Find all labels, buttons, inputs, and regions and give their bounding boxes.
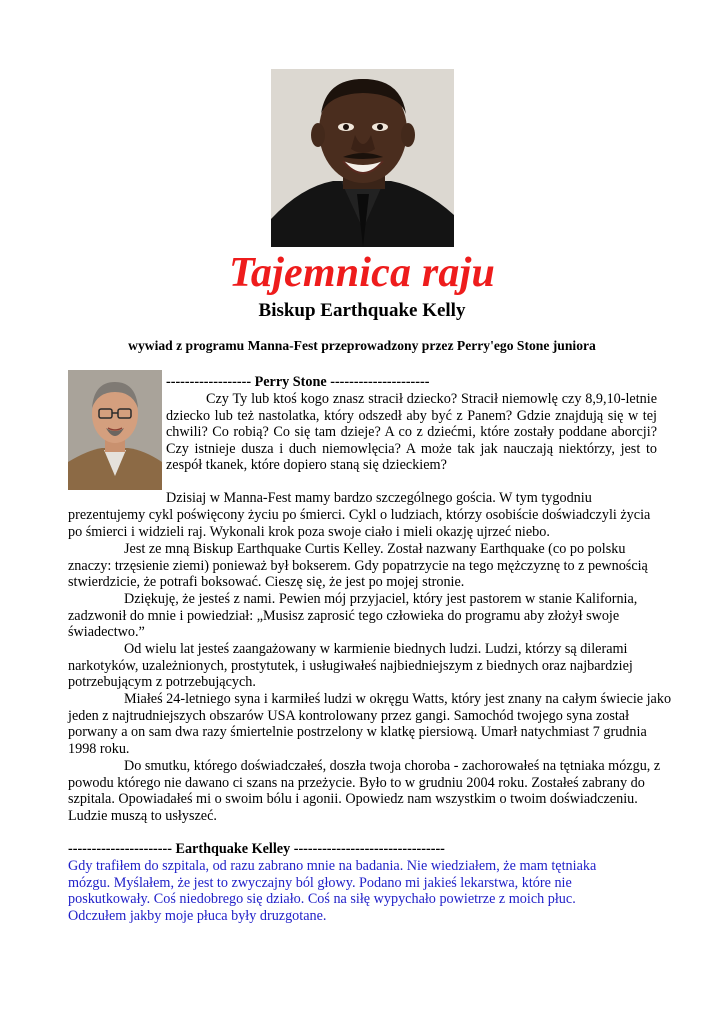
opening-question: Czy Ty lub ktoś kogo znasz stracił dziecko? Stracił niemowlę czy 8,9,10-letnie dziecko lub też nastolatka, który odszedł aby być z Panem? Gdzie znajdują się w tej chwili? Co robią? Co się tam dzieje? A co z dziećmi, które zostały poddane aborcji? Czy istnieje dusza i duch niemowlęcia? A może tak jak nauczają niektórzy, jest to zespół tkanek, które dopiero staną się dzieckiem? xyxy=(166,391,657,474)
answer-paragraph: Gdy trafiłem do szpitala, od razu zabrano mnie na badania. Nie wiedziałem, że mam tętniaka mózgu. Myślałem, że jest to zwyczajny ból głowy. Podano mi jakieś lekarstwa, które nie poskutkowały. Coś niedobrego się działo. Coś na siłę wypychało powietrze z moich płuc. Odczułem jakby moje płuca były druzgotane. xyxy=(68,858,597,924)
paragraph-5: Miałeś 24-letniego syna i karmiłeś ludzi w okręgu Watts, który jest znany na całym świecie jako jeden z najtrudniejszych obszarów USA kontrolowany przez gangi. Samochód twojego syna został porwany a on sam dwa razy śmiertelnie postrzelony w klatkę piersiową. Umarł natychmiast 7 grudnia 1998 roku. xyxy=(68,691,672,757)
paragraph-1-first-line: Dzisiaj w Manna-Fest mamy bardzo szczególnego gościa. W tym tygodniu xyxy=(166,490,592,506)
bishop-portrait-photo xyxy=(271,69,454,247)
paragraph-2: Jest ze mną Biskup Earthquake Curtis Kelley. Został nazwany Earthquake (co po polsku znaczy: trzęsienie ziemi) ponieważ był bokserem. Gdy popatrzycie na tego mężczyznę to z pewnością stwierdzicie, że potrafi boksować. Cieszę się, że jest po mojej stronie. xyxy=(68,541,648,591)
speaker-earthquake-kelley: ---------------------- Earthquake Kelley -------------------------------- xyxy=(68,841,445,857)
speaker-perry-stone: ------------------ Perry Stone --------------------- xyxy=(166,374,430,390)
interviewer-photo xyxy=(68,370,162,490)
paragraph-4: Od wielu lat jesteś zaangażowany w karmienie biednych ludzi. Ludzi, którzy są dilerami narkotyków, uzależnionych, prostytutek, i usługiwałeś najbiedniejszym z biednych oraz najbardziej potrzebującym z potrzebujących. xyxy=(68,641,633,691)
interview-intro: wywiad z programu Manna-Fest przeprowadzony przez Perry'ego Stone juniora xyxy=(128,338,596,353)
article-subtitle: Biskup Earthquake Kelly xyxy=(258,300,466,321)
paragraph-1: prezentujemy cykl poświęcony życiu po śmierci. Cykl o ludziach, którzy osobiście doświadczyli życia po śmierci i widzieli raj. Wykonali krok poza swoje ciało i mieli okazję ujrzeć niebo. xyxy=(68,507,651,540)
paragraph-3: Dziękuję, że jesteś z nami. Pewien mój przyjaciel, który jest pastorem w stanie Kalifornia, zadzwonił do mnie i powiedział: „Musisz zaprosić tego człowieka do programu aby złożył swoje świadectwo.” xyxy=(68,591,638,641)
article-title: Tajemnica raju xyxy=(228,250,496,296)
paragraph-6: Do smutku, którego doświadczałeś, doszła twoja choroba - zachorowałeś na tętniaka mózgu, z powodu którego nie dawano ci szans na przeżycie. Było to w grudniu 2004 roku. Zostałeś zabrany do szpitala. Opowiadałeś mi o swoim bólu i agonii. Opowiedz nam wszystkim o twoim doświadczeniu. Ludzie muszą to usłyszeć. xyxy=(68,758,661,824)
